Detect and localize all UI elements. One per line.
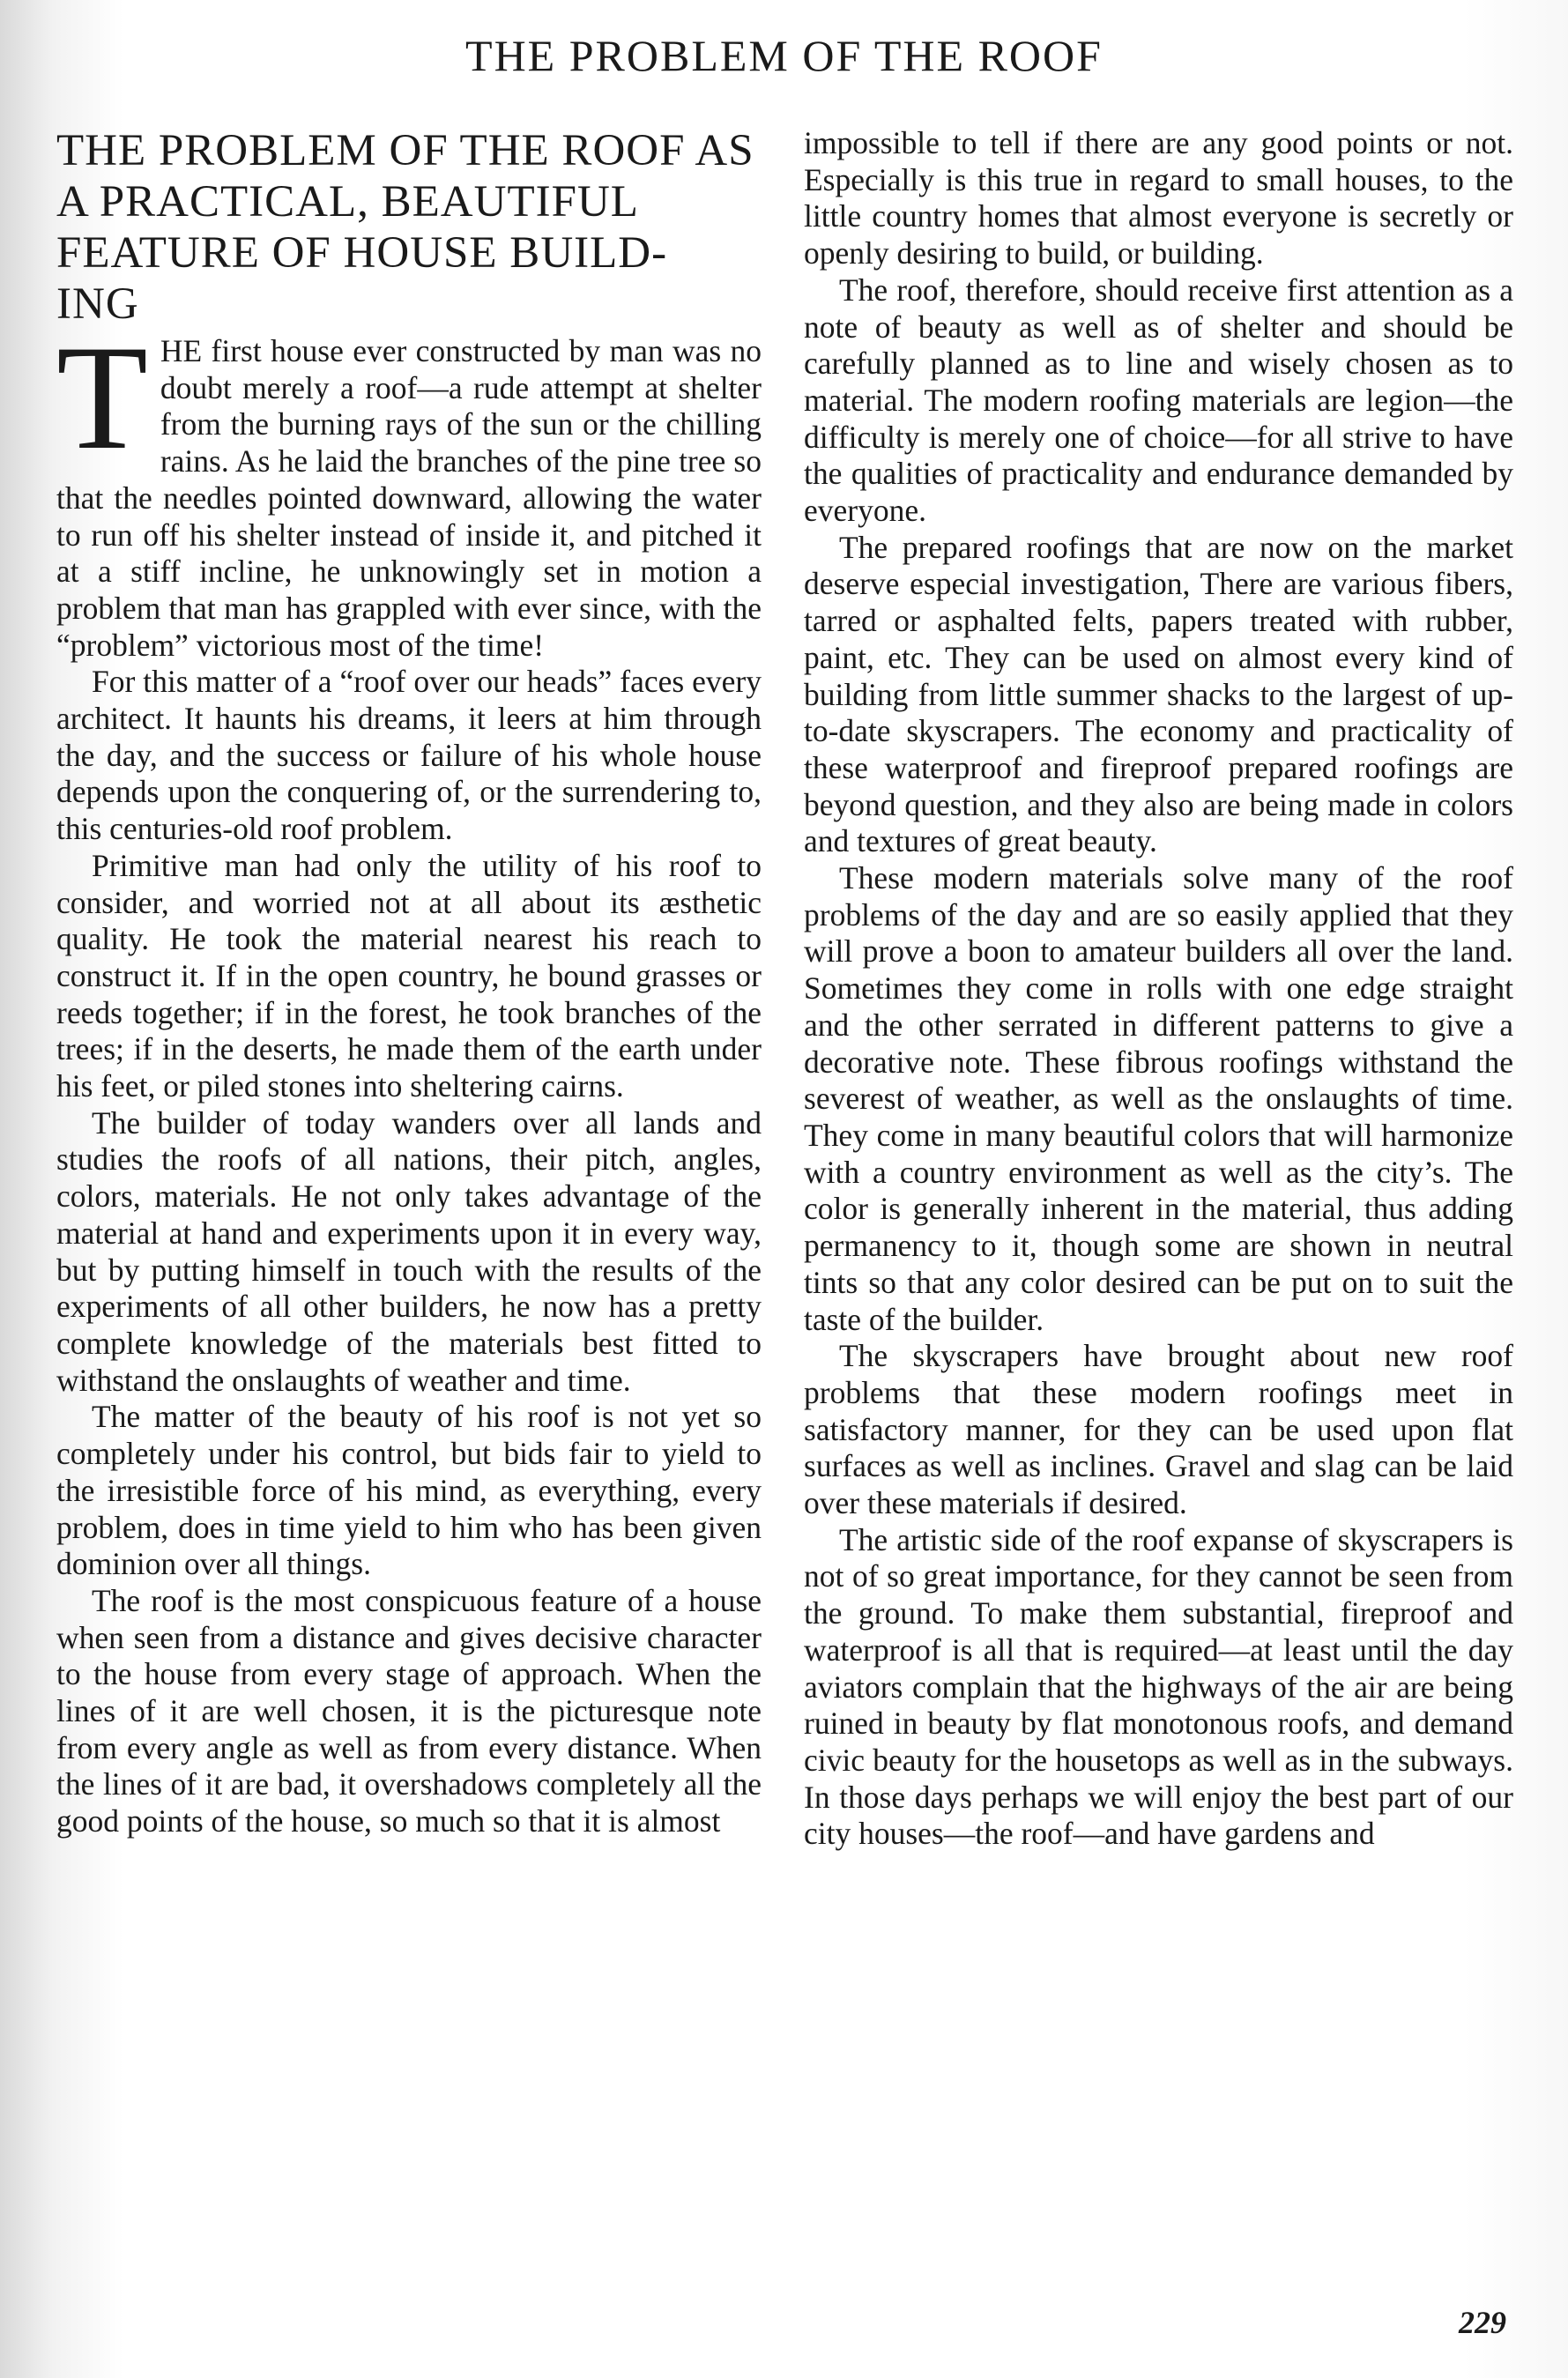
drop-cap: T — [56, 315, 148, 480]
body-paragraph: For this matter of a “roof over our heads” faces every architect. It haunts his dreams, it leers at him through the day, and the success or failure of his whole house depends upon the conquering of, or the surrendering to, this centuries-old roof problem. — [56, 664, 762, 847]
body-paragraph: The matter of the beauty of his roof is not yet so completely under his control, but bids fair to yield to the irresistible force of his mind, as everything, every problem, does in time yield to him who has been given dominion over all things. — [56, 1399, 762, 1582]
body-paragraph: The artistic side of the roof expanse of skyscrapers is not of so great importance, for they cannot be seen from the ground. To make them substantial, fireproof and waterproof is all that is required—at least until the day aviators complain that the highways of the air are being ruined in beauty by flat monotonous roofs, and demand civic beauty for the housetops as well as in the subways. In those days perhaps we will enjoy the best part of our city houses—the roof—and have gardens and — [804, 1521, 1513, 1852]
body-paragraph: The roof, therefore, should receive first attention as a note of beauty as well as of shelter and should be carefully planned as to line and wisely chosen as to material. The modern roofing materials are legion—the difficulty is merely one of choice—for all strive to have the qualities of practicality and endurance demanded by everyone. — [804, 271, 1513, 529]
body-paragraph: Primitive man had only the utility of his roof to consider, and worried not at all about its æsthetic quality. He took the material nearest his reach to construct it. If in the open country, he bound grasses or reeds together; if in the forest, he took branches of the trees; if in the deserts, he made them of the earth under his feet, or piled stones into sheltering cairns. — [56, 847, 762, 1104]
page-number: 229 — [1459, 2305, 1506, 2340]
opening-paragraph — [56, 315, 762, 664]
body-paragraph: These modern materials solve many of the roof problems of the day and are so easily applied that they will prove a boon to amateur builders all over the land. Sometimes they come in rolls with one edge straight and the other serrated in different patterns to give a decorative note. These fibrous roofings withstand the severest of weather, as well as the onslaughts of time. They come in many beautiful colors that will harmonize with a country environment as well as the city’s. The color is generally inherent in the material, thus adding permanency to it, though some are shown in neutral tints so that any color desired can be put on to suit the taste of the builder. — [804, 860, 1513, 1337]
right-column — [804, 125, 1513, 1853]
body-paragraph: The roof is the most conspicuous feature of a house when seen from a distance and gives decisive character to the house from every stage of approach. When the lines of it are well chosen, it is the picturesque note from every angle as well as from every distance. When the lines of it are bad, it overshadows completely all the good points of the house, so much so that it is almost — [56, 1582, 762, 1839]
left-column — [56, 125, 762, 1840]
body-paragraph: The prepared roofings that are now on the market deserve especial investigation, There are various fibers, tarred or asphalted felts, papers treated with rubber, paint, etc. They can be used on almost every kind of building from little summer shacks to the largest of up-to-date skyscrapers. The economy and practicality of these waterproof and fireproof prepared roofings are beyond question, and they also are being made in colors and textures of great beauty. — [804, 529, 1513, 859]
article-title: THE PROBLEM OF THE ROOF AS A PRACTICAL, BEAUTIFUL FEATURE OF HOUSE BUILD- ING — [56, 126, 754, 329]
continued-paragraph: impossible to tell if there are any good points or not. Especially is this true in regard to small houses, to the little country homes that almost everyone is secretly or openly desiring to build, or building. — [804, 125, 1513, 271]
body-paragraph: The skyscrapers have brought about new roof problems that these modern roofings meet in satisfactory manner, for they can be used upon flat surfaces as well as inclines. Gravel and slag can be laid over these materials if desired. — [804, 1338, 1513, 1521]
body-paragraph: The builder of today wanders over all lands and studies the roofs of all nations, their pitch, angles, colors, materials. He not only takes advantage of the material at hand and experiments upon it in every way, but by putting himself in touch with the results of the experiments of all other builders, he now has a pretty complete knowledge of the materials best fitted to withstand the onslaughts of weather and time. — [56, 1104, 762, 1398]
opening-paragraph-text: HE first house ever constructed by man was no doubt merely a roof—a rude attempt at shelter from the burning rays of the sun or the chilling rains. As he laid the branches of the pine tree so that the needles pointed downward, allowing the water to run off his shelter instead of inside it, and pitched it at a stiff incline, he unknowingly set in motion a problem that man has grappled with ever since, with the “problem” victorious most of the time! — [56, 333, 762, 663]
running-head: THE PROBLEM OF THE ROOF — [465, 31, 1103, 80]
